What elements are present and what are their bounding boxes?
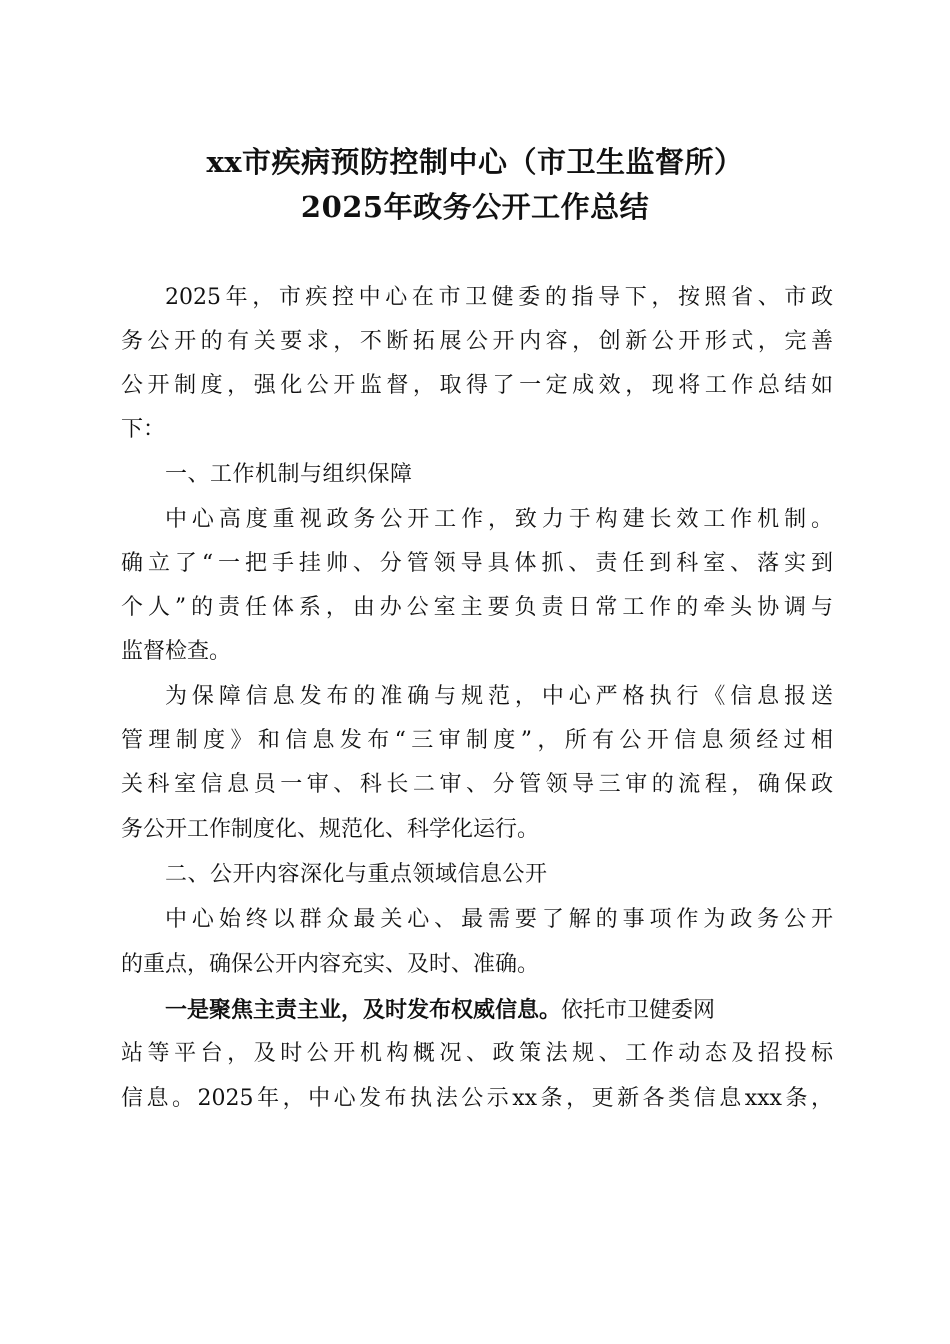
section-1-para-1-line-3: 个人”的责任体系，由办公室主要负责日常工作的牵头协调与 — [121, 595, 833, 620]
intro-line-4: 下： — [121, 417, 166, 442]
section-1-para-2-line-4: 务公开工作制度化、规范化、科学化运行。 — [121, 817, 540, 842]
intro-line-3: 公开制度，强化公开监督，取得了一定成效，现将工作总结如 — [121, 373, 833, 398]
intro-line-1: 2025年，市疾控中心在市卫健委的指导下，按照省、市政 — [165, 285, 833, 310]
section-1-para-1-line-1: 中心高度重视政务公开工作，致力于构建长效工作机制。 — [165, 507, 833, 532]
section-1-para-1-line-2: 确立了“一把手挂帅、分管领导具体抓、责任到科室、落实到 — [121, 551, 833, 576]
section-1-heading: 一、工作机制与组织保障 — [165, 462, 413, 487]
section-2-para-2-line-3: 信息。2025年，中心发布执法公示xx条，更新各类信息xxx条， — [121, 1086, 833, 1111]
section-2-para-2-line-2: 站等平台，及时公开机构概况、政策法规、工作动态及招投标 — [121, 1041, 833, 1066]
section-2-para-1-line-2: 的重点，确保公开内容充实、及时、准确。 — [121, 952, 540, 977]
section-1-para-2-line-2: 管理制度》和信息发布“三审制度”，所有公开信息须经过相 — [121, 728, 833, 753]
section-1-para-2-line-3: 关科室信息员一审、科长二审、分管领导三审的流程，确保政 — [121, 772, 833, 797]
document-title-line-1: xx市疾病预防控制中心（市卫生监督所） — [206, 145, 744, 179]
section-2-para-2-line-1-text: 依托市卫健委网 — [561, 998, 716, 1023]
section-2-para-2-line-1 — [165, 995, 833, 1026]
section-1-para-1-line-4: 监督检查。 — [121, 639, 232, 664]
section-2-para-2-lead: 一是聚焦主责主业，及时发布权威信息。 — [165, 997, 562, 1023]
intro-line-2: 务公开的有关要求，不断拓展公开内容，创新公开形式，完善 — [121, 329, 833, 354]
section-2-heading: 二、公开内容深化与重点领域信息公开 — [165, 862, 548, 887]
section-1-para-2-line-1: 为保障信息发布的准确与规范，中心严格执行《信息报送 — [165, 684, 833, 709]
section-2-para-1-line-1: 中心始终以群众最关心、最需要了解的事项作为政务公开 — [165, 907, 833, 932]
document-title-line-2: 2025年政务公开工作总结 — [300, 190, 650, 224]
